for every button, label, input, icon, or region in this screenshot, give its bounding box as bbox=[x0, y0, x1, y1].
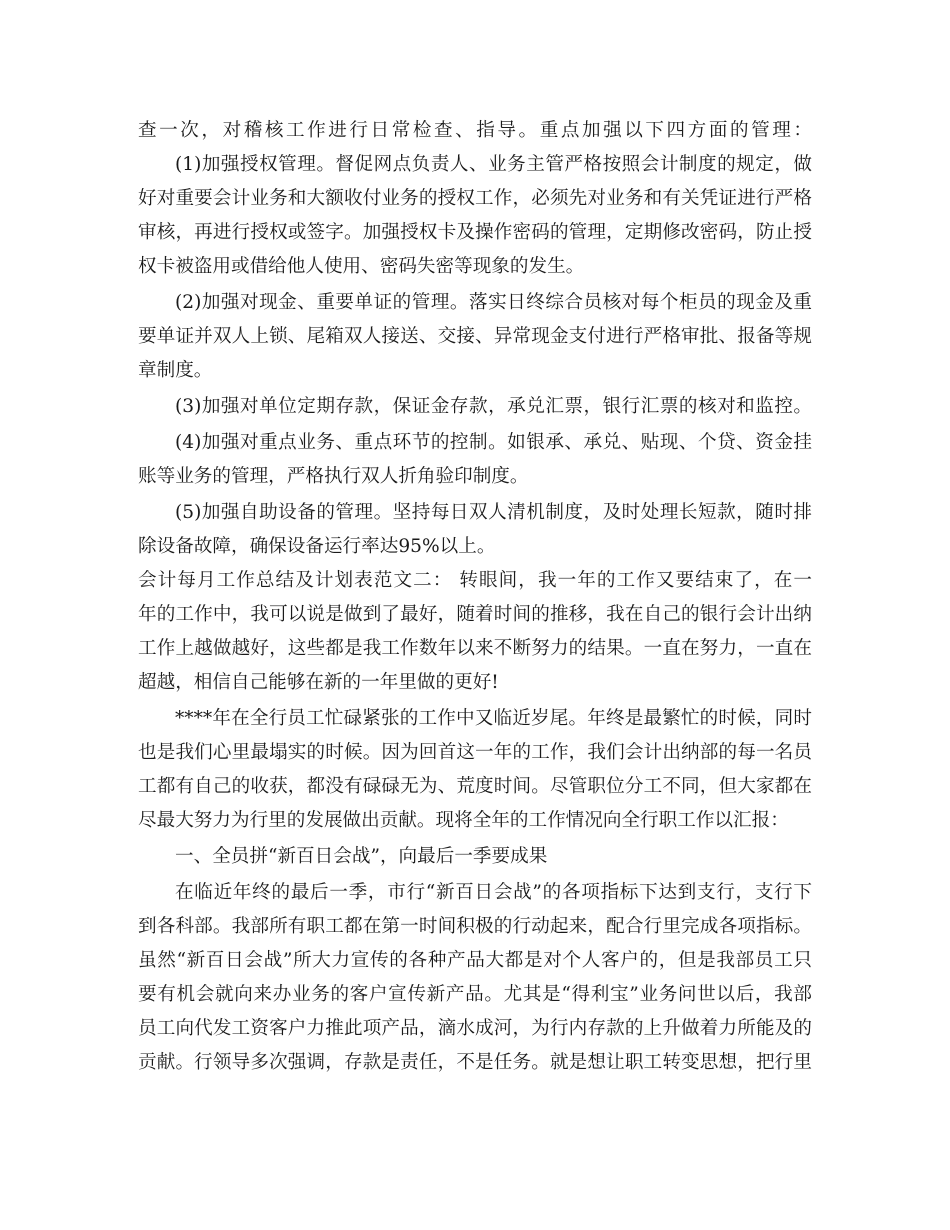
text-line: 尽最大努力为行里的发展做出贡献。现将全年的工作情况向全行职工作以汇报： bbox=[138, 810, 789, 831]
text-line: 超越，相信自己能够在新的一年里做的更好! bbox=[138, 672, 499, 693]
text-line: 章制度。 bbox=[138, 360, 213, 381]
text-line: 要单证并双人上锁、尾箱双人接送、交接、异常现金支付进行严格审批、报备等规 bbox=[138, 326, 812, 347]
text-line: 除设备故障，确保设备运行率达95%以上。 bbox=[138, 536, 496, 557]
text-line: 查一次，对稽核工作进行日常检查、指导。重点加强以下四方面的管理： bbox=[138, 120, 812, 141]
text-line: (5)加强自助设备的管理。坚持每日双人清机制度，及时处理长短款，随时排 bbox=[175, 502, 812, 523]
section-heading: 一、全员拼“新百日会战”，向最后一季要成果 bbox=[175, 846, 548, 867]
text-line: 到各科部。我部所有职工都在第一时间积极的行动起来，配合行里完成各项指标。 bbox=[138, 916, 812, 937]
text-line: (3)加强对单位定期存款，保证金存款，承兑汇票，银行汇票的核对和监控。 bbox=[175, 396, 812, 417]
text-line: (2)加强对现金、重要单证的管理。落实日终综合员核对每个柜员的现金及重 bbox=[175, 292, 812, 313]
text-line: 员工向代发工资客户力推此项产品，滴水成河，为行内存款的上升做着力所能及的 bbox=[138, 1018, 812, 1039]
text-line: 工都有自己的收获，都没有碌碌无为、荒度时间。尽管职位分工不同，但大家都在 bbox=[138, 776, 812, 797]
text-line: (4)加强对重点业务、重点环节的控制。如银承、承兑、贴现、个贷、资金挂 bbox=[175, 432, 812, 453]
text-line: 虽然“新百日会战”所大力宣传的各种产品大都是对个人客户的，但是我部员工只 bbox=[138, 950, 812, 971]
text-line: 会计每月工作总结及计划表范文二： 转眼间，我一年的工作又要结束了，在一 bbox=[138, 570, 812, 591]
text-line: 贡献。行领导多次强调，存款是责任，不是任务。就是想让职工转变思想，把行里 bbox=[138, 1052, 812, 1073]
text-line: 好对重要会计业务和大额收付业务的授权工作，必须先对业务和有关凭证进行严格 bbox=[138, 188, 812, 209]
text-line: 也是我们心里最塌实的时候。因为回首这一年的工作，我们会计出纳部的每一名员 bbox=[138, 742, 812, 763]
text-line: 账等业务的管理，严格执行双人折角验印制度。 bbox=[138, 466, 529, 487]
text-line: ****年在全行员工忙碌紧张的工作中又临近岁尾。年终是最繁忙的时候，同时 bbox=[175, 708, 812, 729]
text-line: 权卡被盗用或借给他人使用、密码失密等现象的发生。 bbox=[138, 256, 585, 277]
text-line: 年的工作中，我可以说是做到了最好，随着时间的推移，我在自己的银行会计出纳 bbox=[138, 604, 812, 625]
text-line: (1)加强授权管理。督促网点负责人、业务主管严格按照会计制度的规定，做 bbox=[175, 154, 812, 175]
text-line: 审核，再进行授权或签字。加强授权卡及操作密码的管理，定期修改密码，防止授 bbox=[138, 222, 812, 243]
text-line: 在临近年终的最后一季，市行“新百日会战”的各项指标下达到支行，支行下 bbox=[175, 882, 812, 903]
text-line: 工作上越做越好，这些都是我工作数年以来不断努力的结果。一直在努力，一直在 bbox=[138, 638, 812, 659]
text-line: 要有机会就向来办业务的客户宣传新产品。尤其是“得利宝”业务问世以后，我部 bbox=[138, 984, 812, 1005]
